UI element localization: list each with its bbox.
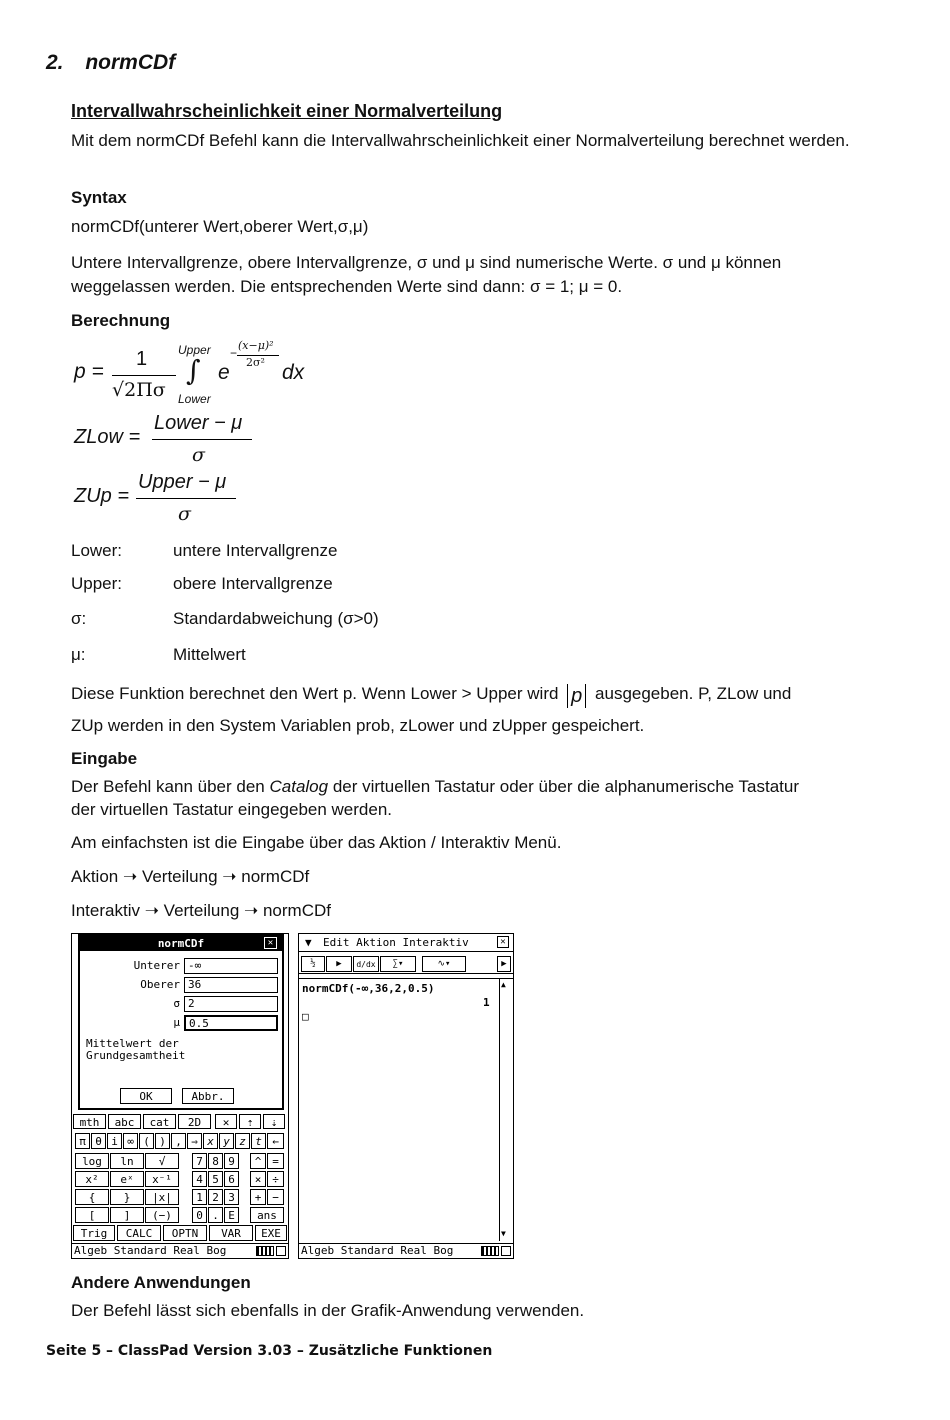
kb-key-theta[interactable]: θ xyxy=(91,1133,106,1149)
kb-key-inverse[interactable]: x⁻¹ xyxy=(145,1171,179,1187)
formula-zup xyxy=(74,471,324,529)
work-area xyxy=(299,978,513,1240)
kb-key-multiply[interactable]: × xyxy=(250,1171,266,1187)
zup-lhs: ZUp = xyxy=(74,485,130,507)
kb-key-plus[interactable]: + xyxy=(250,1189,266,1205)
kb-key-minus[interactable]: − xyxy=(267,1189,284,1205)
exp-base: e xyxy=(218,361,230,384)
kb-key-6[interactable]: 6 xyxy=(224,1171,239,1187)
kb-key-rparen[interactable]: ) xyxy=(155,1133,170,1149)
battery-icon xyxy=(481,1246,499,1256)
definition-desc: untere Intervallgrenze xyxy=(173,541,338,560)
eingabe-text-b: der virtuellen Tastatur oder über die alphanumerische Tastatur xyxy=(332,777,800,796)
eingabe-text-a: Der Befehl kann über den xyxy=(71,777,265,796)
kb-close-icon[interactable]: ✕ xyxy=(215,1114,237,1129)
abs-p xyxy=(567,684,586,708)
section-heading xyxy=(46,51,175,75)
exp-denominator: 2σ² xyxy=(246,356,265,369)
kb-key-rbrace[interactable]: } xyxy=(110,1189,144,1205)
cancel-button[interactable]: Abbr. xyxy=(182,1088,234,1104)
field-oberer-input[interactable]: 36 xyxy=(184,977,278,993)
kb-key-8[interactable]: 8 xyxy=(208,1153,223,1169)
field-sigma-input[interactable]: 2 xyxy=(184,996,278,1012)
field-hint: Mittelwert der xyxy=(86,1037,179,1050)
kb-key-exe[interactable]: EXE xyxy=(255,1225,287,1241)
toolbar-run-icon[interactable]: ▶ xyxy=(326,956,352,972)
menu-bar xyxy=(299,934,513,952)
kb-key-7[interactable]: 7 xyxy=(192,1153,207,1169)
exp-minus: − xyxy=(230,346,238,360)
kb-key-power[interactable]: ^ xyxy=(250,1153,266,1169)
calculator-screen-left xyxy=(71,933,289,1259)
dialog-title: normCDf xyxy=(157,937,205,950)
kb-key-1[interactable]: 1 xyxy=(192,1189,207,1205)
syntax-description: Untere Intervallgrenze, obere Intervallgrenze, σ und μ sind numerische Werte. σ und μ können weggelassen werden. Die entsprechenden Werte sind dann: σ = 1; μ = 0. xyxy=(71,253,782,296)
scrollbar[interactable] xyxy=(499,979,511,1241)
section-title: normCDf xyxy=(85,51,176,74)
kb-key-e[interactable]: E xyxy=(224,1207,239,1223)
zup-fraction-bar xyxy=(136,498,236,499)
kb-key-log[interactable]: log xyxy=(75,1153,109,1169)
field-label-sigma: σ xyxy=(173,997,180,1010)
output-line-1 xyxy=(71,682,871,708)
fraction-bar xyxy=(112,375,176,376)
kb-key-sqrt[interactable]: √ xyxy=(145,1153,179,1169)
zup-denominator: σ xyxy=(178,503,191,525)
definition-desc: obere Intervallgrenze xyxy=(173,574,333,593)
kb-key-abs[interactable]: |x| xyxy=(145,1189,179,1205)
kb-key-store[interactable]: ⇒ xyxy=(187,1133,202,1149)
toolbar-scroll-icon[interactable]: ▶ xyxy=(497,956,511,972)
kb-key-pi[interactable]: π xyxy=(75,1133,90,1149)
input-expression[interactable]: normCDf(-∞,36,2,0.5) xyxy=(302,982,435,995)
formula-p-lhs: p = xyxy=(74,360,104,383)
integral-lower: Lower xyxy=(178,392,211,406)
catalog-term: Catalog xyxy=(269,777,329,796)
kb-key-exp[interactable]: eˣ xyxy=(110,1171,144,1187)
kb-key-x[interactable]: x xyxy=(203,1133,218,1149)
kb-key-ln[interactable]: ln xyxy=(110,1153,144,1169)
output-line-2: ZUp werden in den System Variablen prob, zLower und zUpper gespeichert. xyxy=(71,716,645,735)
scroll-down-icon[interactable]: ▼ xyxy=(501,1229,506,1238)
kb-key-square[interactable]: x² xyxy=(75,1171,109,1187)
menu-close-icon[interactable]: ✕ xyxy=(497,936,509,948)
kb-key-2[interactable]: 2 xyxy=(208,1189,223,1205)
field-label-unterer: Unterer xyxy=(133,959,180,972)
formula-dx: dx xyxy=(282,361,305,384)
eingabe-paragraph-2: Am einfachsten ist die Eingabe über das Aktion / Interaktiv Menü. xyxy=(71,833,562,852)
output-text-part2: ausgegeben. P, ZLow und xyxy=(595,684,792,703)
kb-key-y[interactable]: y xyxy=(219,1133,234,1149)
zlow-fraction-bar xyxy=(152,439,252,440)
berechnung-label: Berechnung xyxy=(71,311,171,330)
kb-key-comma[interactable]: , xyxy=(171,1133,186,1149)
formula-p xyxy=(74,340,374,410)
andere-label: Andere Anwendungen xyxy=(71,1273,251,1292)
formula-p-numerator: 1 xyxy=(136,348,148,370)
kb-key-3[interactable]: 3 xyxy=(224,1189,239,1205)
zlow-numerator: Lower − μ xyxy=(154,412,243,434)
dialog-close-button[interactable] xyxy=(264,937,277,949)
field-hint-2: Grundgesamtheit xyxy=(86,1049,186,1062)
field-label-oberer: Oberer xyxy=(140,978,180,991)
definition-desc: Standardabweichung (σ>0) xyxy=(173,609,379,628)
kb-key-0[interactable]: 0 xyxy=(192,1207,207,1223)
formula-p-denominator: √2Πσ xyxy=(112,379,166,401)
field-unterer-input[interactable]: -∞ xyxy=(184,958,278,974)
kb-key-negative[interactable]: (−) xyxy=(145,1207,179,1223)
zlow-lhs: ZLow = xyxy=(74,426,141,448)
kb-key-infinity[interactable]: ∞ xyxy=(123,1133,138,1149)
toolbar-calc-icon[interactable]: ∑▾ xyxy=(380,956,416,972)
kb-tab-abc[interactable]: abc xyxy=(108,1114,141,1129)
definition-term: σ: xyxy=(71,609,87,628)
kb-key-lbracket[interactable]: [ xyxy=(75,1207,109,1223)
toolbar-fraction-icon[interactable]: ½ xyxy=(301,956,325,972)
kb-key-divide[interactable]: ÷ xyxy=(267,1171,284,1187)
integral-upper: Upper xyxy=(178,343,211,357)
definition-term: Lower: xyxy=(71,541,123,560)
dialog-title-bar xyxy=(80,936,282,951)
syntax-label: Syntax xyxy=(71,188,127,207)
input-cursor[interactable]: □ xyxy=(302,1010,309,1023)
menu-items[interactable]: Edit Aktion Interaktiv xyxy=(323,936,469,949)
kb-tab-cat[interactable]: cat xyxy=(143,1114,176,1129)
toolbar-diff-icon[interactable]: d/dx xyxy=(353,956,379,972)
battery-icon xyxy=(256,1246,274,1256)
scroll-up-icon[interactable]: ▲ xyxy=(501,980,506,989)
zup-numerator: Upper − μ xyxy=(138,471,227,493)
status-bar: Algeb Standard Real Bog xyxy=(301,1244,454,1257)
kb-key-i[interactable]: i xyxy=(107,1133,122,1149)
kb-up-icon[interactable]: ⇡ xyxy=(239,1114,261,1129)
syntax-command: normCDf(unterer Wert,oberer Wert,σ,μ) xyxy=(71,217,369,236)
dialog-window xyxy=(78,934,284,1110)
kb-key-var[interactable]: VAR xyxy=(209,1225,253,1241)
kb-key-trig[interactable]: Trig xyxy=(73,1225,115,1241)
formula-zlow xyxy=(74,412,324,470)
toolbar-graph-icon[interactable]: ∿▾ xyxy=(422,956,466,972)
kb-down-icon[interactable]: ⇣ xyxy=(263,1114,285,1129)
exp-numerator: (x−μ)² xyxy=(238,339,274,352)
subheading: Intervallwahrscheinlichkeit einer Normalverteilung xyxy=(71,101,503,121)
abs-p-symbol: p xyxy=(571,685,583,707)
kb-key-4[interactable]: 4 xyxy=(192,1171,207,1187)
kb-key-dot[interactable]: . xyxy=(208,1207,223,1223)
kb-key-5[interactable]: 5 xyxy=(208,1171,223,1187)
kb-tab-mth[interactable]: mth xyxy=(73,1114,106,1129)
kb-key-rbracket[interactable]: ] xyxy=(110,1207,144,1223)
kb-key-equals[interactable]: = xyxy=(267,1153,284,1169)
kb-tab-2d[interactable]: 2D xyxy=(178,1114,211,1129)
menu-path-interaktiv: Interaktiv ➝ Verteilung ➝ normCDf xyxy=(71,901,331,920)
eingabe-label: Eingabe xyxy=(71,749,138,768)
status-bar: Algeb Standard Real Bog xyxy=(74,1244,227,1257)
menu-path-aktion: Aktion ➝ Verteilung ➝ normCDf xyxy=(71,867,310,886)
section-number: 2. xyxy=(46,51,64,74)
page-footer: Seite 5 – ClassPad Version 3.03 – Zusätzliche Funktionen xyxy=(46,1343,493,1359)
kb-key-ans[interactable]: ans xyxy=(250,1207,284,1223)
ok-button[interactable]: OK xyxy=(120,1088,172,1104)
close-icon: ✕ xyxy=(267,938,274,948)
field-label-mu: μ xyxy=(173,1016,180,1029)
result-value: 1 xyxy=(483,996,490,1009)
andere-text: Der Befehl lässt sich ebenfalls in der Grafik-Anwendung verwenden. xyxy=(71,1301,585,1320)
kb-key-lparen[interactable]: ( xyxy=(139,1133,154,1149)
kb-key-9[interactable]: 9 xyxy=(224,1153,239,1169)
menu-chevron-icon[interactable]: ▼ xyxy=(305,936,312,949)
definition-term: μ: xyxy=(71,645,86,664)
kb-key-t[interactable]: t xyxy=(251,1133,266,1149)
zlow-denominator: σ xyxy=(192,444,205,466)
output-text-part1: Diese Funktion berechnet den Wert p. Wenn Lower > Upper wird xyxy=(71,684,559,703)
kb-key-z[interactable]: z xyxy=(235,1133,250,1149)
kb-key-optn[interactable]: OPTN xyxy=(163,1225,207,1241)
kb-key-calc[interactable]: CALC xyxy=(117,1225,161,1241)
eingabe-paragraph-1 xyxy=(71,775,871,798)
eingabe-paragraph-1b: der virtuellen Tastatur eingegeben werden. xyxy=(71,800,393,819)
integral-sign: ∫ xyxy=(186,354,201,387)
intro-paragraph: Mit dem normCDf Befehl kann die Intervallwahrscheinlichkeit einer Normalverteilung berechnet werden. xyxy=(71,131,850,150)
kb-key-backspace[interactable]: ← xyxy=(267,1133,284,1149)
kb-key-lbrace[interactable]: { xyxy=(75,1189,109,1205)
field-mu-input[interactable]: 0.5 xyxy=(184,1015,278,1031)
definition-term: Upper: xyxy=(71,574,123,593)
window-icon xyxy=(501,1246,511,1256)
toolbar xyxy=(299,954,513,974)
calculator-screen-right xyxy=(298,933,514,1259)
definition-desc: Mittelwert xyxy=(173,645,246,664)
window-icon xyxy=(276,1246,286,1256)
